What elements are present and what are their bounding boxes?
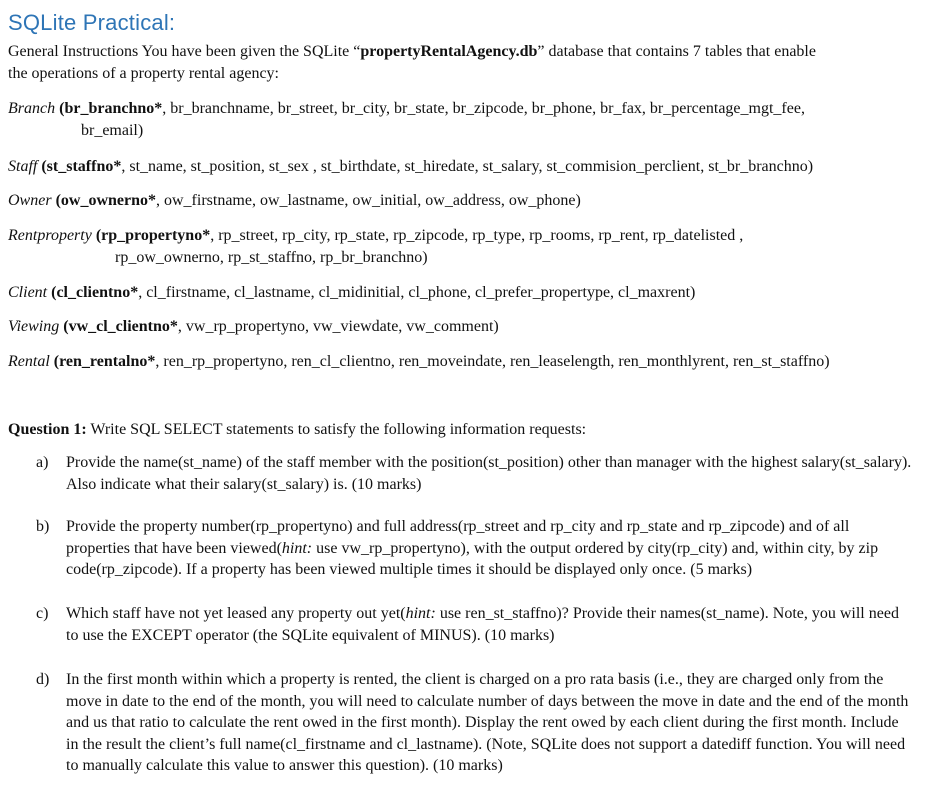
- item-text: In the first month within which a property is rented, the client is charged on a pro rata basis (i.e., they are charged only from the move in date to the end of the month, you will need to calculate number of days between the move in date and the end of the month and us that ratio to calculate the rent owed in the first month). Display the rent owed by each client during the first month. Include in the result the client’s full name(cl_firstname and cl_lastname). (Note, SQLite does not support a datediff function. You will need to manually calculate this value to answer this question). (10 marks): [66, 671, 909, 774]
- table-rental: Rental (ren_rentalno*, ren_rp_propertyno, ren_cl_clientno, ren_moveindate, ren_leaselength, ren_monthlyrent, ren_st_staffno): [8, 353, 830, 370]
- item-text: [66, 603, 912, 646]
- item-text-pre: Provide the property number(rp_propertyno) and full address(rp_street and rp_city and rp_state and rp_zipcode) and of all properties that have been viewed(: [66, 518, 850, 557]
- table-viewing: Viewing (vw_cl_clientno*, vw_rp_propertyno, vw_viewdate, vw_comment): [8, 318, 499, 335]
- table-name: Rental: [8, 353, 50, 370]
- primary-key: cl_clientno*: [56, 284, 139, 301]
- intro-text-before: General Instructions You have been given the SQLite “: [8, 43, 361, 60]
- item-text-pre: Which staff have not yet leased any property out yet(: [66, 605, 406, 622]
- table-name: Staff: [8, 158, 38, 175]
- question-heading: [8, 419, 586, 441]
- intro-paragraph: [8, 41, 913, 84]
- table-client: Client (cl_clientno*, cl_firstname, cl_lastname, cl_midinitial, cl_phone, cl_prefer_propertype, cl_maxrent): [8, 284, 696, 301]
- table-columns: , ow_firstname, ow_lastname, ow_initial, ow_address, ow_phone): [156, 192, 581, 209]
- primary-key: ren_rentalno*: [59, 353, 156, 370]
- item-letter: d): [36, 671, 50, 688]
- item-text-post: use vw_rp_propertyno), with the output ordered by city(rp_city) and, within city, by zip code(rp_zipcode). If a property has been viewed multiple times it should be displayed only once. (5 marks): [66, 539, 879, 578]
- table-columns: , br_branchname, br_street, br_city, br_state, br_zipcode, br_phone, br_fax, br_percentage_mgt_fee,: [162, 100, 805, 117]
- table-name: Owner: [8, 192, 52, 209]
- item-letter: b): [36, 518, 50, 535]
- table-rentproperty: Rentproperty (rp_propertyno*, rp_street, rp_city, rp_state, rp_zipcode, rp_type, rp_rooms, rp_rent, rp_datelisted , rp_ow_ownerno, rp_st_staffno, rp_br_branchno): [8, 225, 918, 268]
- table-branch: Branch (br_branchno*, br_branchname, br_street, br_city, br_state, br_zipcode, br_phone, br_fax, br_percentage_mgt_fee, br_email): [8, 98, 918, 141]
- table-columns-cont: br_email): [81, 121, 144, 139]
- hint-label: hint:: [405, 605, 436, 622]
- table-owner: Owner (ow_ownerno*, ow_firstname, ow_lastname, ow_initial, ow_address, ow_phone): [8, 192, 581, 209]
- item-letter: a): [36, 454, 49, 471]
- item-letter: c): [36, 605, 49, 622]
- intro-text-line2: the operations of a property rental agency:: [8, 64, 279, 82]
- item-text: Provide the name(st_name) of the staff member with the position(st_position) other than manager with the highest salary(st_salary). Also indicate what their salary(st_salary) is. (10 marks): [66, 454, 912, 493]
- intro-text-after: ” database that contains 7 tables that enable: [537, 43, 816, 60]
- table-columns: , st_name, st_position, st_sex , st_birthdate, st_hiredate, st_salary, st_commision_perclient, st_br_branchno): [121, 158, 814, 175]
- question-item-d: [36, 669, 912, 777]
- primary-key: br_branchno*: [64, 100, 163, 117]
- question-text: Write SQL SELECT statements to satisfy the following information requests:: [86, 421, 587, 438]
- hint-label: hint:: [281, 539, 313, 557]
- primary-key: rp_propertyno*: [101, 227, 211, 244]
- database-name: propertyRentalAgency.db: [360, 43, 538, 60]
- page-title: SQLite Practical:: [8, 10, 176, 35]
- primary-key: ow_ownerno*: [60, 192, 156, 209]
- question-label: Question 1:: [8, 421, 87, 438]
- table-name: Viewing: [8, 318, 60, 335]
- question-item-a: [36, 452, 912, 495]
- table-columns: , cl_firstname, cl_lastname, cl_midinitial, cl_phone, cl_prefer_propertype, cl_maxrent): [138, 284, 696, 301]
- item-text: [66, 516, 912, 581]
- primary-key: vw_cl_clientno*: [68, 318, 178, 335]
- table-columns: , vw_rp_propertyno, vw_viewdate, vw_comment): [177, 318, 499, 335]
- table-columns-cont: rp_ow_ownerno, rp_st_staffno, rp_br_branchno): [115, 248, 428, 266]
- table-name: Branch: [8, 100, 56, 117]
- item-text-post: use ren_st_staffno)? Provide their names(st_name). Note, you will need to use the EXCEPT operator (the SQLite equivalent of MINUS). (10 marks): [66, 605, 899, 644]
- table-columns: , rp_street, rp_city, rp_state, rp_zipcode, rp_type, rp_rooms, rp_rent, rp_datelisted ,: [210, 227, 744, 244]
- primary-key: st_staffno*: [46, 158, 122, 175]
- table-name: Client: [8, 284, 48, 301]
- question-item-b: [36, 516, 912, 581]
- table-staff: Staff (st_staffno*, st_name, st_position, st_sex , st_birthdate, st_hiredate, st_salary, st_commision_perclient, st_br_branchno): [8, 158, 814, 175]
- table-columns: , ren_rp_propertyno, ren_cl_clientno, ren_moveindate, ren_leaselength, ren_monthlyrent, ren_st_staffno): [155, 353, 830, 370]
- question-item-c: [36, 603, 912, 646]
- table-name: Rentproperty: [8, 227, 92, 244]
